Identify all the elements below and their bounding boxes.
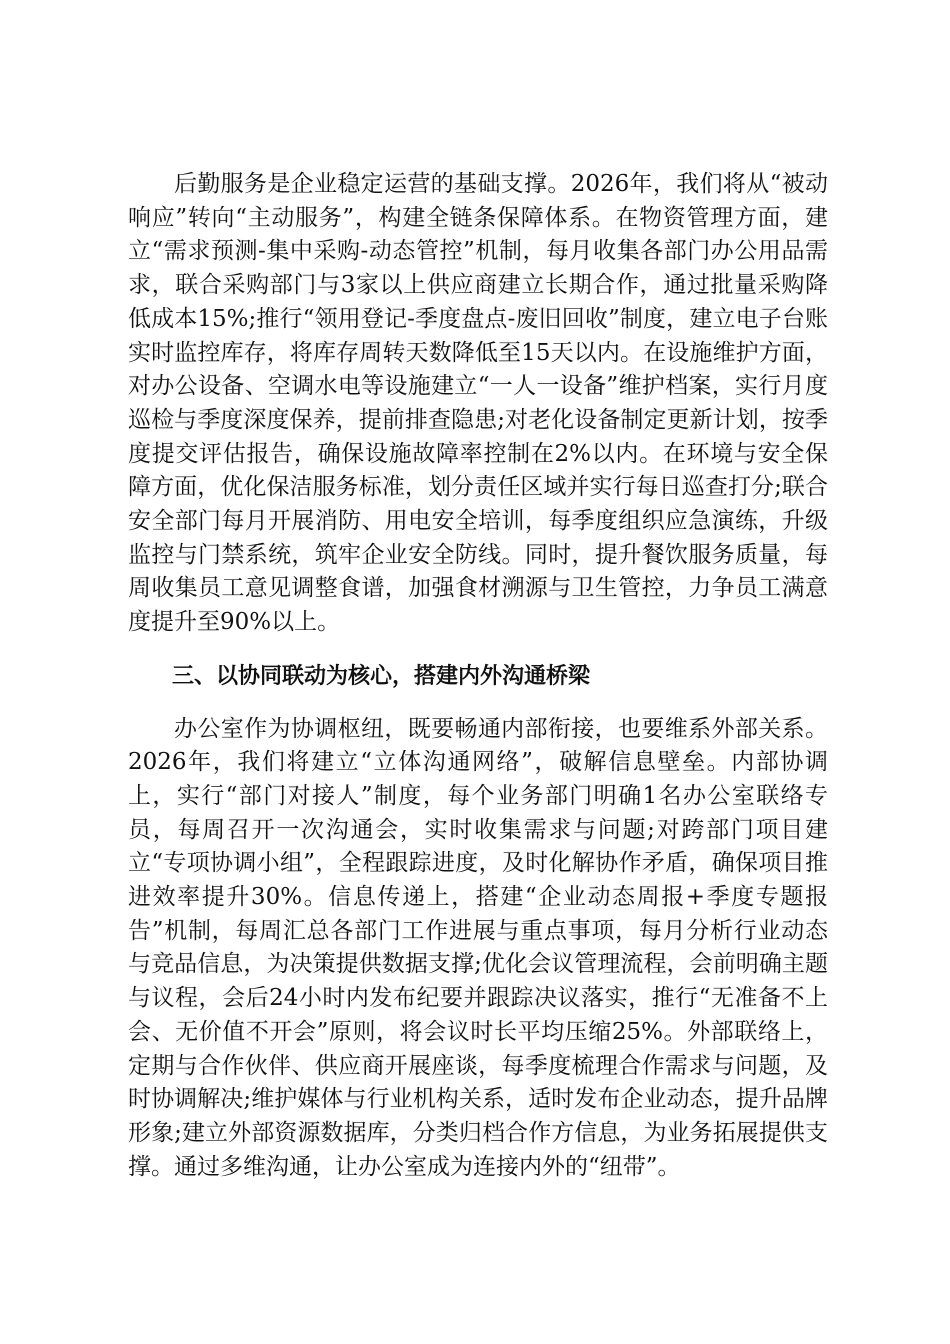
document-body <box>128 168 828 1184</box>
section-heading-3: 三、以协同联动为核心，搭建内外沟通桥梁 <box>172 663 591 689</box>
paragraph-coordination: 办公室作为协调枢纽，既要畅通内部衔接，也要维系外部关系。2026年，我们将建立“立体沟通网络”，破解信息壁垒。内部协调上，实行“部门对接人”制度，每个业务部门明确1名办公室联络专员，每周召开一次沟通会，实时收集需求与问题;对跨部门项目建立“专项协调小组”，全程跟踪进度，及时化解协作矛盾，确保项目推进效率提升30%。信息传递上，搭建“企业动态周报+季度专题报告”机制，每周汇总各部门工作进展与重点事项，每月分析行业动态与竞品信息，为决策提供数据支撑;优化会议管理流程，会前明确主题与议程，会后24小时内发布纪要并跟踪决议落实，推行“无准备不上会、无价值不开会”原则，将会议时长平均压缩25%。外部联络上，定期与合作伙伴、供应商开展座谈，每季度梳理合作需求与问题，及时协调解决;维护媒体与行业机构关系，适时发布企业动态，提升品牌形象;建立外部资源数据库，分类归档合作方信息，为业务拓展提供支撑。通过多维沟通，让办公室成为连接内外的“纽带”。 <box>128 715 828 1180</box>
paragraph-logistics-service: 后勤服务是企业稳定运营的基础支撑。2026年，我们将从“被动响应”转向“主动服务”，构建全链条保障体系。在物资管理方面，建立“需求预测-集中采购-动态管控”机制，每月收集各部门办公用品需求，联合采购部门与3家以上供应商建立长期合作，通过批量采购降低成本15%;推行“领用登记-季度盘点-废旧回收”制度，建立电子台账实时监控库存，将库存周转天数降低至15天以内。在设施维护方面，对办公设备、空调水电等设施建立“一人一设备”维护档案，实行月度巡检与季度深度保养，提前排查隐患;对老化设备制定更新计划，按季度提交评估报告，确保设施故障率控制在2%以内。在环境与安全保障方面，优化保洁服务标准，划分责任区域并实行每日巡查打分;联合安全部门每月开展消防、用电安全培训，每季度组织应急演练，升级监控与门禁系统，筑牢企业安全防线。同时，提升餐饮服务质量，每周收集员工意见调整食谱，加强食材溯源与卫生管控，力争员工满意度提升至90%以上。 <box>128 171 828 636</box>
